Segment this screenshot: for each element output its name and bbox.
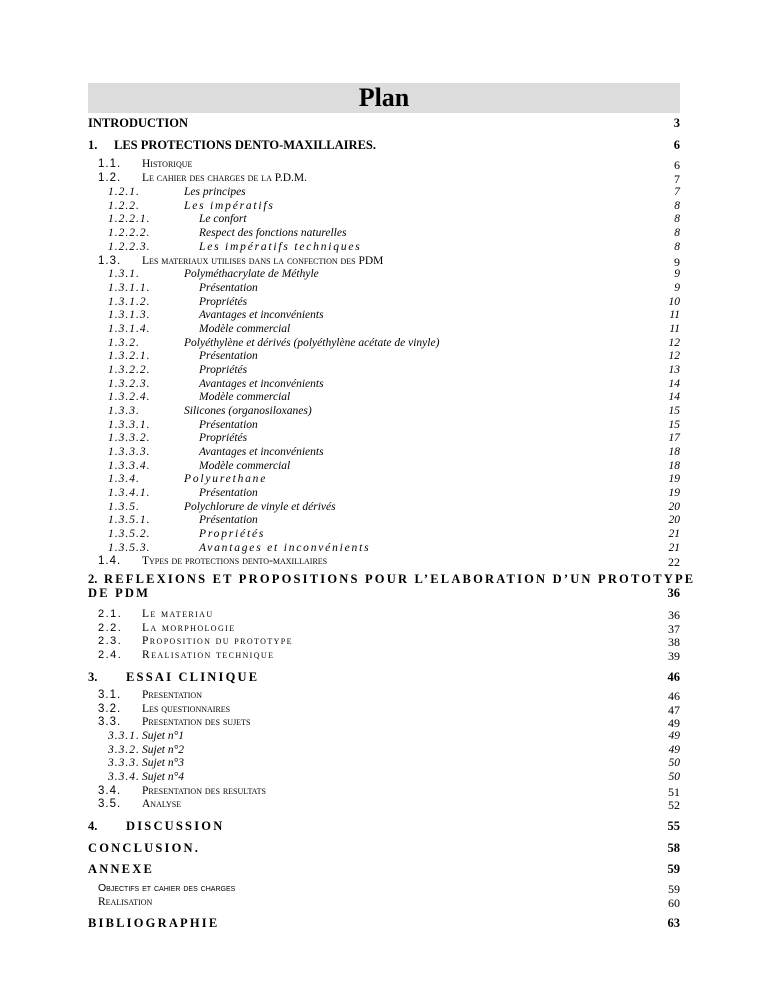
toc-entry-label: INTRODUCTION	[88, 116, 189, 130]
toc-entry-number: 1.	[88, 138, 98, 152]
toc-entry	[88, 200, 680, 214]
toc-entry-number: 1.2.	[98, 172, 122, 184]
toc-entry	[88, 689, 680, 703]
toc-entry	[88, 744, 680, 758]
toc-entry	[88, 241, 680, 255]
toc-entry-label: ANNEXE	[88, 862, 154, 876]
toc-entry	[88, 716, 680, 730]
toc-entry-label: Modèle commercial	[199, 323, 291, 335]
toc-entry-label: Propriétés	[199, 364, 248, 376]
toc-entry-label: DISCUSSION	[126, 819, 225, 833]
toc-entry-label: REFLEXIONS ET PROPOSITIONS POUR L’ELABORATION D’UN PROTOTYPE	[104, 572, 696, 586]
toc-entry-number: 1.2.2.	[108, 200, 140, 212]
toc-entry-label: CONCLUSION.	[88, 841, 201, 855]
toc-entry-page: 7	[674, 172, 680, 186]
toc-entry-number: 2.2.	[98, 622, 123, 634]
toc-entry-number: 1.3.2.1.	[108, 350, 151, 362]
toc-entry-page: 51	[668, 785, 680, 799]
toc-entry-label: Polyurethane	[184, 473, 268, 485]
toc-entry-label: Avantages et inconvénients	[199, 309, 324, 321]
toc-entry-page: 49	[668, 744, 680, 756]
toc-entry-label: Les principes	[184, 186, 246, 198]
toc-entry	[88, 378, 680, 392]
toc-entry-page: 21	[668, 542, 680, 554]
toc-entry-number: 1.3.3.4.	[108, 460, 151, 472]
page-title: Plan	[88, 83, 680, 113]
toc-entry-page: 15	[668, 405, 680, 417]
toc-entry	[88, 350, 680, 364]
toc-entry	[88, 172, 680, 186]
toc-entry	[88, 337, 680, 351]
toc-entry-label: BIBLIOGRAPHIE	[88, 916, 220, 930]
toc-entry-number: 3.3.2.	[108, 744, 140, 756]
toc-entry	[88, 473, 680, 487]
toc-entry-number: 4.	[88, 819, 98, 833]
toc-entry-number: 1.3.1.	[108, 268, 140, 280]
toc-entry-number: 1.2.2.2.	[108, 227, 151, 239]
toc-entry	[88, 819, 680, 833]
toc-entry-page: 19	[668, 473, 680, 485]
toc-entry-label: Proposition du prototype	[142, 635, 293, 647]
toc-entry-number: 2.4.	[98, 649, 123, 661]
toc-entry-label: Présentation	[199, 514, 258, 526]
toc-entry-label: Propriétés	[199, 432, 248, 444]
toc-entry	[88, 138, 680, 152]
toc-entry-page: 49	[668, 730, 680, 742]
toc-entry-page: 60	[668, 896, 680, 910]
toc-entry-number: 2.3.	[98, 635, 123, 647]
toc-entry	[88, 771, 680, 785]
toc-entry-page: 37	[668, 622, 680, 636]
toc-entry	[88, 622, 680, 636]
toc-entry	[88, 785, 680, 799]
toc-entry	[88, 670, 680, 684]
toc-entry-page: 36	[668, 608, 680, 622]
toc-entry-label: Le confort	[199, 213, 247, 225]
toc-entry-number: 1.3.2.2.	[108, 364, 151, 376]
toc-entry-page: 12	[668, 337, 680, 349]
toc-entry	[88, 419, 680, 433]
toc-entry	[88, 186, 680, 200]
toc-entry-number: 1.3.2.	[108, 337, 140, 349]
toc-entry-page: 10	[668, 296, 680, 308]
toc-entry-label: La morphologie	[142, 622, 236, 634]
toc-entry-page: 38	[668, 635, 680, 649]
toc-entry-page: 20	[668, 501, 680, 513]
toc-entry-page: 39	[668, 649, 680, 663]
toc-entry-number: 1.3.2.4.	[108, 391, 151, 403]
toc-entry	[88, 649, 680, 663]
toc-entry	[88, 116, 680, 130]
toc-entry-page: 18	[668, 446, 680, 458]
toc-entry	[88, 296, 680, 310]
toc-entry-number: 3.4.	[98, 785, 122, 797]
toc-entry-label-continued: DE PDM	[88, 586, 151, 600]
toc-entry-label: Sujet n°3	[142, 757, 184, 769]
toc-entry-page: 63	[667, 916, 680, 930]
toc-entry-label: Présentation	[199, 350, 258, 362]
toc-entry	[88, 841, 680, 855]
toc-entry-page: 36	[667, 586, 680, 600]
toc-entry-label: Silicones (organosiloxanes)	[184, 405, 312, 417]
toc-entry-page: 18	[668, 460, 680, 472]
toc-entry	[88, 487, 680, 501]
toc-entry-label: Les impératifs	[184, 200, 275, 212]
toc-entry-label: Objectifs et cahier des charges	[98, 882, 236, 894]
toc-entry-label: Sujet n°1	[142, 730, 184, 742]
toc-entry-page: 49	[668, 716, 680, 730]
toc-entry-page: 17	[668, 432, 680, 444]
toc-entry	[88, 460, 680, 474]
toc-entry-number: 1.3.5.3.	[108, 542, 151, 554]
toc-entry-label: Le cahier des charges de la P.D.M.	[142, 172, 307, 184]
toc-entry-label: Propriétés	[199, 528, 266, 540]
toc-entry-number: 1.3.	[98, 255, 122, 267]
toc-entry-label: Les impératifs techniques	[199, 241, 362, 253]
toc-entry	[88, 882, 680, 896]
toc-entry-page: 47	[668, 703, 680, 717]
toc-entry	[88, 323, 680, 337]
toc-entry-label: Presentation des sujets	[142, 716, 251, 728]
toc-entry-page: 14	[668, 378, 680, 390]
toc-entry	[88, 572, 696, 600]
toc-entry-page: 9	[674, 268, 680, 280]
toc-entry	[88, 282, 680, 296]
toc-entry-number: 1.3.4.	[108, 473, 140, 485]
toc-entry-label: Avantages et inconvénients	[199, 378, 324, 390]
toc-entry-label: Modèle commercial	[199, 391, 291, 403]
toc-entry-label: Présentation	[199, 282, 258, 294]
toc-entry-page: 12	[668, 350, 680, 362]
toc-entry-page: 22	[668, 555, 680, 569]
toc-entry-number: 1.2.2.1.	[108, 213, 151, 225]
toc-entry-page: 9	[674, 282, 680, 294]
toc-entry-number: 3.	[88, 670, 98, 684]
toc-entry-page: 46	[668, 689, 680, 703]
toc-entry-page: 52	[668, 798, 680, 812]
toc-entry-number: 1.3.3.3.	[108, 446, 151, 458]
toc-entry-page: 20	[668, 514, 680, 526]
toc-entry-number: 1.1.	[98, 158, 122, 170]
toc-entry-page: 46	[667, 670, 680, 684]
toc-entry	[88, 798, 680, 812]
toc-entry-page: 59	[667, 862, 680, 876]
toc-entry	[88, 391, 680, 405]
toc-entry-number: 3.5.	[98, 798, 122, 810]
toc-entry-label: Les questionnaires	[142, 703, 231, 715]
toc-entry-label: Avantages et inconvénients	[199, 542, 371, 554]
toc-entry	[88, 916, 680, 930]
toc-entry-page: 58	[667, 841, 680, 855]
toc-entry-label: Polyéthylène et dérivés (polyéthylène acétate de vinyle)	[184, 337, 440, 349]
toc-entry-number: 2.	[88, 572, 98, 586]
toc-entry-number: 1.2.2.3.	[108, 241, 151, 253]
toc-entry-page: 6	[674, 158, 680, 172]
toc-entry-page: 55	[667, 819, 680, 833]
toc-entry-label: Présentation	[199, 487, 258, 499]
toc-entry-label: Le materiau	[142, 608, 214, 620]
toc-entry-page: 8	[674, 227, 680, 239]
toc-entry-page: 8	[674, 241, 680, 253]
toc-entry	[88, 528, 680, 542]
toc-entry-page: 6	[673, 138, 680, 152]
toc-entry-number: 3.3.1.	[108, 730, 140, 742]
toc-entry-label: ESSAI CLINIQUE	[126, 670, 260, 684]
toc-entry	[88, 757, 680, 771]
toc-entry-page: 3	[673, 116, 680, 130]
toc-entry-number: 3.3.4.	[108, 771, 140, 783]
toc-entry-number: 1.3.5.	[108, 501, 140, 513]
toc-entry	[88, 608, 680, 622]
toc-entry-number: 3.2.	[98, 703, 122, 715]
toc-entry	[88, 542, 680, 556]
toc-entry	[88, 268, 680, 282]
toc-entry-label: Sujet n°2	[142, 744, 184, 756]
toc-entry	[88, 432, 680, 446]
toc-entry-label: Presentation	[142, 689, 202, 701]
toc-entry-number: 1.3.3.2.	[108, 432, 151, 444]
toc-entry-number: 3.1.	[98, 689, 122, 701]
toc-entry	[88, 446, 680, 460]
toc-entry-label: Historique	[142, 158, 193, 170]
toc-entry	[88, 158, 680, 172]
toc-entry-label: Types de protections dento-maxillaires	[142, 555, 328, 567]
toc-entry	[88, 255, 680, 269]
toc-entry	[88, 730, 680, 744]
toc-entry-label: Propriétés	[199, 296, 248, 308]
toc-entry-page: 50	[668, 757, 680, 769]
toc-entry	[88, 635, 680, 649]
toc-entry-number: 1.3.5.1.	[108, 514, 151, 526]
toc-entry-page: 14	[668, 391, 680, 403]
toc-entry	[88, 227, 680, 241]
toc-entry	[88, 514, 680, 528]
toc-entry-number: 1.3.2.3.	[108, 378, 151, 390]
toc-entry-number: 1.4.	[98, 555, 122, 567]
toc-entry-label: Avantages et inconvénients	[199, 446, 324, 458]
toc-entry-page: 13	[668, 364, 680, 376]
toc-entry-label: Les materiaux utilises dans la confection des PDM	[142, 255, 384, 267]
toc-entry	[88, 501, 680, 515]
toc-entry-label: Polyméthacrylate de Méthyle	[184, 268, 319, 280]
toc-entry	[88, 555, 680, 569]
toc-entry	[88, 405, 680, 419]
toc-entry-number: 1.3.3.1.	[108, 419, 151, 431]
toc-entry-page: 21	[668, 528, 680, 540]
toc-entry-label: Modèle commercial	[199, 460, 291, 472]
toc-entry	[88, 309, 680, 323]
toc-entry-label: Analyse	[142, 798, 182, 810]
toc-entry-number: 3.3.3.	[108, 757, 140, 769]
toc-entry-label: Respect des fonctions naturelles	[199, 227, 347, 239]
toc-entry	[88, 862, 680, 876]
toc-entry-page: 11	[669, 309, 680, 321]
toc-entry	[88, 364, 680, 378]
toc-entry-label: Polychlorure de vinyle et dérivés	[184, 501, 336, 513]
toc-entry-label: Sujet n°4	[142, 771, 184, 783]
toc-entry-page: 59	[668, 882, 680, 896]
toc-entry	[88, 213, 680, 227]
toc-entry-label: Realisation technique	[142, 649, 275, 661]
toc-entry-number: 1.3.1.4.	[108, 323, 151, 335]
toc-entry	[88, 703, 680, 717]
toc-entry-number: 3.3.	[98, 716, 122, 728]
toc-entry-label: Realisation	[98, 896, 153, 908]
toc-entry-label: Présentation	[199, 419, 258, 431]
toc-entry-page: 9	[674, 255, 680, 269]
toc-entry-label: LES PROTECTIONS DENTO-MAXILLAIRES.	[114, 138, 376, 152]
toc-entry-page: 15	[668, 419, 680, 431]
toc-entry-page: 8	[674, 200, 680, 212]
toc-entry-number: 2.1.	[98, 608, 123, 620]
toc-entry-number: 1.3.3.	[108, 405, 140, 417]
toc-entry-page: 19	[668, 487, 680, 499]
toc-entry	[88, 896, 680, 910]
toc-entry-number: 1.3.1.3.	[108, 309, 151, 321]
toc-entry-label: Presentation des resultats	[142, 785, 266, 797]
toc-entry-page: 50	[668, 771, 680, 783]
toc-entry-number: 1.3.5.2.	[108, 528, 151, 540]
toc-entry-page: 8	[674, 213, 680, 225]
toc-entry-page: 7	[674, 186, 680, 198]
toc-entry-number: 1.3.1.2.	[108, 296, 151, 308]
toc-entry-number: 1.3.4.1.	[108, 487, 151, 499]
toc-entry-number: 1.2.1.	[108, 186, 140, 198]
toc-entry-number: 1.3.1.1.	[108, 282, 151, 294]
toc-entry-page: 11	[669, 323, 680, 335]
